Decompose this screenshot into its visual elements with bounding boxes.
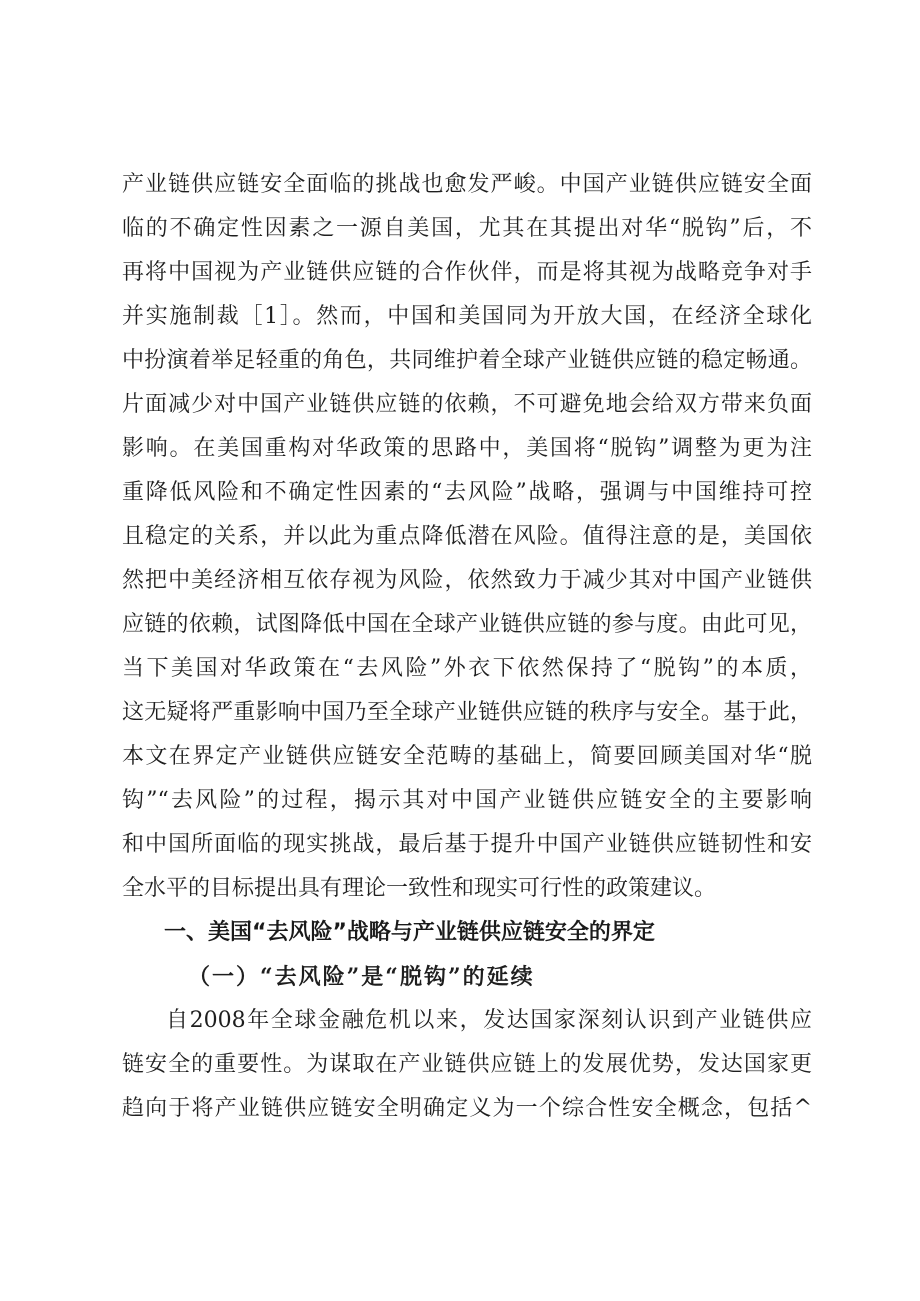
paragraph-1-line-11: 应链的依赖，试图降低中国在全球产业链供应链的参与度。由此可见， xyxy=(122,612,812,637)
paragraph-1-line-9: 且稳定的关系，并以此为重点降低潜在风险。值得注意的是，美国依 xyxy=(122,524,812,549)
subsection-heading: （一）“去风险”是“脱钩”的延续 xyxy=(188,964,535,990)
paragraph-1-line-2: 临的不确定性因素之一源自美国，尤其在其提出对华“脱钩”后，不 xyxy=(122,216,812,241)
paragraph-1-line-6: 片面减少对中国产业链供应链的依赖，不可避免地会给双方带来负面 xyxy=(122,392,812,417)
paragraph-1-line-13: 这无疑将严重影响中国乃至全球产业链供应链的秩序与安全。基于此， xyxy=(122,700,812,725)
paragraph-1-line-3: 再将中国视为产业链供应链的合作伙伴，而是将其视为战略竞争对手 xyxy=(122,260,812,285)
paragraph-1-line-16: 和中国所面临的现实挑战，最后基于提升中国产业链供应链韧性和安 xyxy=(122,832,812,857)
paragraph-1-line-5: 中扮演着举足轻重的角色，共同维护着全球产业链供应链的稳定畅通。 xyxy=(122,348,812,373)
paragraph-1-line-15: 钩”“去风险”的过程，揭示其对中国产业链供应链安全的主要影响 xyxy=(122,788,812,813)
paragraph-1-line-14: 本文在界定产业链供应链安全范畴的基础上，简要回顾美国对华“脱 xyxy=(122,744,812,769)
paragraph-2-line-3: 趋向于将产业链供应链安全明确定义为一个综合性安全概念，包括^ xyxy=(122,1096,812,1121)
paragraph-1-line-7: 影响。在美国重构对华政策的思路中，美国将“脱钩”调整为更为注 xyxy=(122,436,812,461)
paragraph-1-line-1: 产业链供应链安全面临的挑战也愈发严峻。中国产业链供应链安全面 xyxy=(122,172,812,197)
paragraph-1-line-10: 然把中美经济相互依存视为风险，依然致力于减少其对中国产业链供 xyxy=(122,568,812,593)
paragraph-1-line-4: 并实施制裁［1］。然而，中国和美国同为开放大国，在经济全球化 xyxy=(122,304,812,329)
paragraph-1-line-12: 当下美国对华政策在“去风险”外衣下依然保持了“脱钩”的本质， xyxy=(122,656,812,681)
paragraph-2-line-1: 自2008年全球金融危机以来，发达国家深刻认识到产业链供应 xyxy=(166,1008,812,1033)
section-heading: 一、美国“去风险”战略与产业链供应链安全的界定 xyxy=(164,920,655,945)
paragraph-1-line-8: 重降低风险和不确定性因素的“去风险”战略，强调与中国维持可控 xyxy=(122,480,812,505)
paragraph-1-line-17: 全水平的目标提出具有理论一致性和现实可行性的政策建议。 xyxy=(122,876,717,901)
paragraph-2-line-2: 链安全的重要性。为谋取在产业链供应链上的发展优势，发达国家更 xyxy=(122,1052,812,1077)
